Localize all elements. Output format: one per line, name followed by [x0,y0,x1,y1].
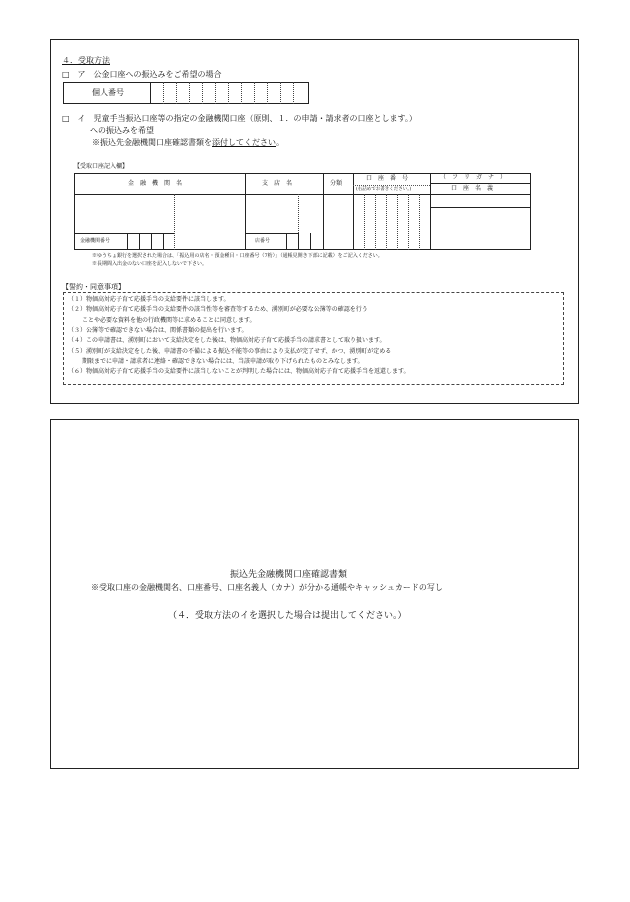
header-branch-name: 支 店 名 [262,180,293,187]
digit-divider [293,82,294,104]
attachment-title: 振込先金融機関口座確認書類 [230,570,348,580]
consent-item: ことや必要な資料を他の行政機関等に求めることに同意します。 [82,316,256,324]
digit-divider [189,82,190,104]
digit-divider [215,82,216,104]
branch-code-label: 店番号 [255,238,271,244]
header-account-holder: 口 座 名 義 [451,185,494,192]
digit-divider [228,82,229,104]
account-form-title: 【受取口座記入欄】 [74,163,129,170]
account-digit-divider [364,194,365,250]
bank-code-label: 金融機関番号 [80,238,111,244]
option-b-note: ※振込先金融機関口座確認書類を添付してください。 [92,138,284,147]
digit-divider [202,82,203,104]
header-category: 分類 [330,180,343,187]
account-digit-divider [375,194,376,250]
digit-divider [254,82,255,104]
digit-divider [280,82,281,104]
consent-item: （３）公簿等で確認できない場合は、関係書類の提出を行います。 [68,326,248,334]
account-digit-divider [408,194,409,250]
digit-divider [267,82,268,104]
attachment-instruction: （４．受取方法のイを選択した場合は提出してください。） [168,611,407,621]
digit-divider [163,82,164,104]
section-title: ４．受取方法 [62,56,110,65]
header-furigana: （ フ リ ガ ナ ） [440,174,507,181]
consent-title: 【誓約・同意事項】 [62,283,125,291]
account-note-2: ※長期間入出金のない口座を記入しないで下さい。 [92,261,208,267]
account-note-1: ※ゆうちょ銀行を選択された場合は、「振込用の店名・預金種目・口座番号（7桁）」（通帳見開き下部に記載）をご記入ください。 [92,253,383,259]
consent-item: 期限までに申請・請求者に連絡・確認できない場合には、当該申請が取り下げられたものとみなします。 [82,357,364,365]
consent-item: （２）物価高対応子育て応援手当の支給要件の該当性等を審査等するため、湧別町が必要な公簿等の確認を行う [68,306,368,314]
account-digit-divider [419,194,420,250]
digit-divider [241,82,242,104]
attachment-description: ※受取口座の金融機関名、口座番号、口座名義人（カナ）が分かる通帳やキャッシュカードの写し [91,583,443,592]
account-digit-divider [397,194,398,250]
attachment-section [50,419,579,769]
option-b-checkbox[interactable]: □ イ 児童手当振込口座等の指定の金融機関口座（原則、１．の申請・請求者の口座とします。） [62,114,417,123]
header-account-number-note: (右詰めでお書きください。) [356,187,412,192]
option-b-line2: への振込みを希望 [90,126,154,135]
consent-item: （１）物価高対応子育て応援手当の支給要件に該当します。 [68,296,230,303]
consent-item: （５）湧別町が支給決定をした後、申請書の不備による振込不能等の事由により支払が完了せず、かつ、湧別町が定める [68,347,392,355]
account-digit-divider [386,194,387,250]
digit-divider [176,82,177,104]
option-a-checkbox[interactable]: □ ア 公金口座への振込みをご希望の場合 [62,70,222,79]
header-bank-name: 金 融 機 関 名 [128,180,183,187]
consent-item: （６）物価高対応子育て応援手当の支給要件に該当しないことが判明した場合には、物価高対応子育て応援手当を返還します。 [68,368,410,376]
individual-number-label: 個人番号 [92,88,124,97]
header-account-number: 口 座 番 号 [366,175,409,182]
consent-item: （４）この申請書は、湧別町において支給決定をした後は、物価高対応子育て応援手当の請求書として取り扱います。 [68,337,386,345]
